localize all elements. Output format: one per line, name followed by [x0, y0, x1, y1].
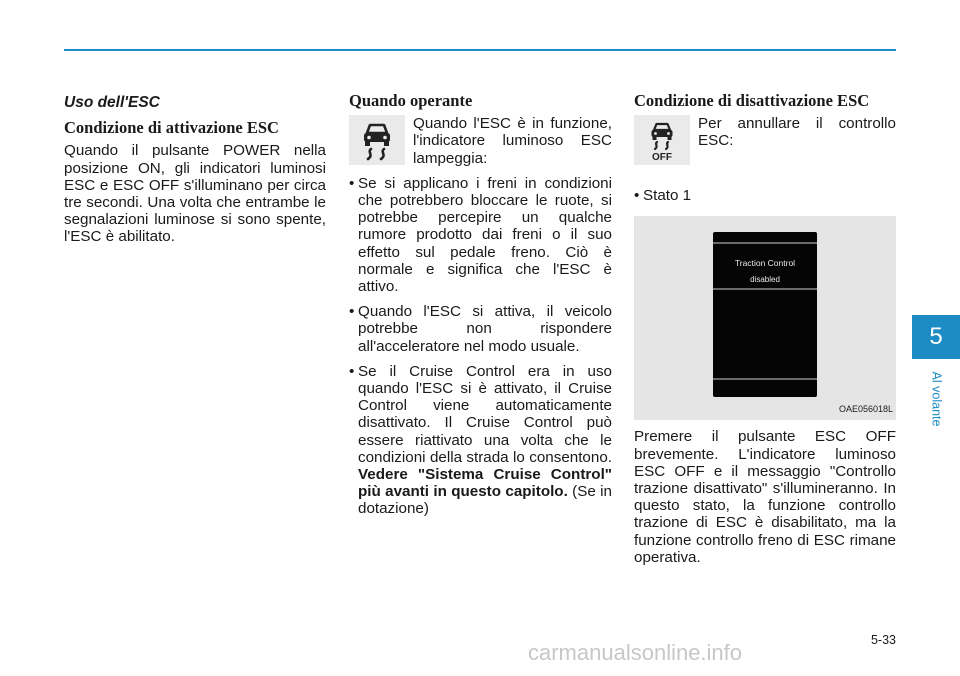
deactivation-heading: Condizione di disattivazione ESC	[634, 91, 870, 110]
deactivation-text: Premere il pulsante ESC OFF brevemente. L'indicatore luminoso ESC OFF e il messaggio "Controllo trazione disattivato" s'illumineranno. In questo stato, la funzione controllo trazione di ESC è disabilitato, ma la funzione controllo freno di ESC rimane operativa.	[634, 428, 896, 566]
bullet-item	[349, 303, 612, 355]
bullet-text: Se il Cruise Control era in uso quando l'ESC si è attivato, il Cruise Control viene automaticamente disattivato. Il Cruise Control può essere riattivato una volta che le condizioni della strada lo consentono.	[358, 362, 612, 466]
esc-indicator-icon	[349, 115, 405, 165]
chapter-label	[924, 364, 948, 434]
bullet-item	[349, 175, 612, 295]
column-esc-deactivation	[634, 92, 896, 574]
bullet-item	[349, 363, 612, 518]
bullet-text: Se si applicano i freni in condizioni che potrebbero bloccare le ruote, si potrebbe percepire un qualche rumore prodotto dai freni o il suo effetto sul pedale freno. Ciò è normale e significa che l'ESC è attivo.	[358, 174, 612, 296]
state-label: Stato 1	[643, 187, 692, 205]
activation-heading: Condizione di attivazione ESC	[64, 118, 279, 138]
bullet-text: Quando l'ESC si attiva, il veicolo potrebbe non rispondere all'acceleratore nel modo usuale.	[358, 303, 612, 355]
figure-code: OAE056018L	[838, 404, 893, 415]
chapter-tab: 5	[912, 315, 960, 359]
display-title: Traction Control	[734, 258, 796, 269]
deactivation-intro: Per annullare il controllo ESC:	[698, 115, 896, 150]
column-when-operating	[349, 92, 612, 526]
off-label: OFF	[652, 152, 672, 163]
esc-off-row	[634, 115, 896, 165]
bullet-dot: •	[349, 174, 355, 192]
column-esc-activation	[64, 92, 326, 254]
display-status: disabled	[750, 275, 780, 285]
activation-text: Quando il pulsante POWER nella posizione ON, gli indicatori luminosi ESC e ESC OFF s'illuminano per circa tre secondi. Una volta che entrambe le segnalazioni luminose si sono spente, l'ESC è abilitato.	[64, 142, 326, 246]
display-divider	[713, 378, 817, 380]
operating-heading: Quando operante	[349, 91, 473, 110]
section-title: Uso dell'ESC	[64, 94, 160, 111]
bullet-tail: (Se in dotazione)	[358, 483, 612, 518]
watermark: carmanualsonline.info	[528, 640, 743, 665]
chapter-label-text: Al volante	[929, 371, 943, 427]
top-rule	[64, 49, 896, 51]
operating-intro: Quando l'ESC è in funzione, l'indicatore luminoso ESC lampeggia:	[413, 115, 612, 167]
cruise-control-reference: Vedere "Sistema Cruise Control" più avanti in questo capitolo.	[358, 466, 612, 501]
bullet-state-1	[634, 187, 896, 204]
display-divider	[713, 242, 817, 244]
bullet-dot: •	[634, 187, 640, 205]
esc-indicator-row	[349, 115, 612, 167]
cluster-display	[713, 232, 817, 397]
display-divider	[713, 288, 817, 290]
esc-off-indicator-icon	[634, 115, 690, 165]
bullet-dot: •	[349, 362, 355, 380]
bullet-dot: •	[349, 303, 355, 321]
page-number: 5-33	[870, 633, 896, 647]
cluster-figure	[634, 216, 896, 420]
